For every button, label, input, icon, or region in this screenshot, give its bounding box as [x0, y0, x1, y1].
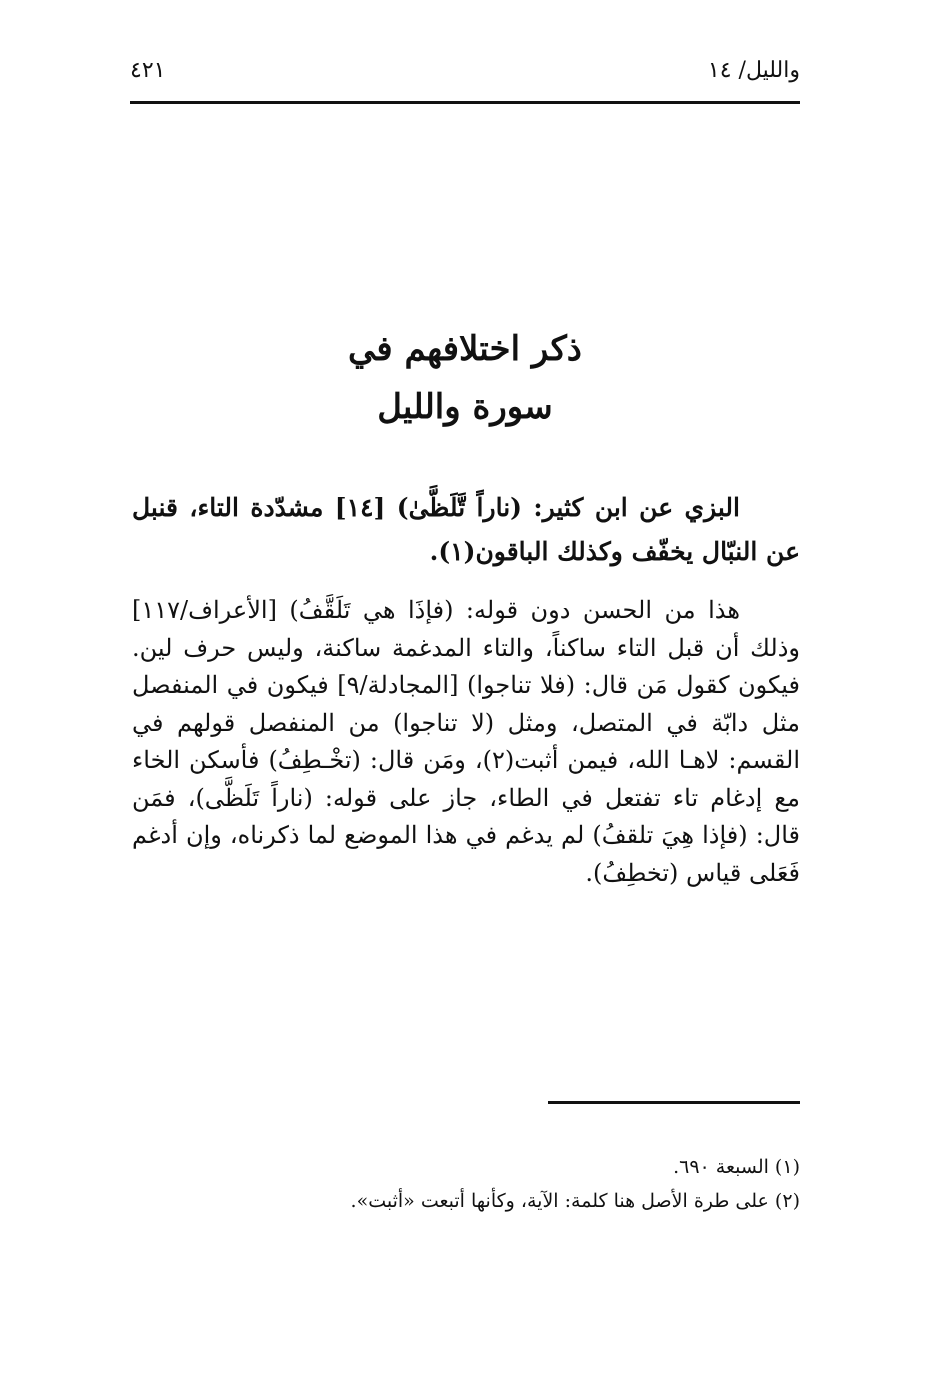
running-title: والليل/ ١٤ — [707, 58, 800, 83]
title-line-2: سورة والليل — [377, 387, 553, 427]
paragraph-1: البزي عن ابن كثير: (ناراً تَّلَظَّىٰ) [١٤] مشدّدة التاء، قنبل عن النبّال يخفّف وكذلك الباقون(١). — [132, 493, 800, 566]
paragraph-2: هذا من الحسن دون قوله: (فإذَا هي تَلَقَّفُ) [الأعراف/١١٧] وذلك أن قبل التاء ساكناً، والتاء المدغمة ساكنة، وليس حرف لين. فيكون كقول مَن قال: (فلا تناجوا) [المجادلة/٩] فيكون في المنفصل مثل دابّة في المتصل، ومثل (لا تناجوا) من المنفصل قولهم في القسم: لاهـا الله، فيمن أثبت(٢)، ومَن قال: (تخْـطِفُ) فأسكن الخاء مع إدغام تاء تفتعل في الطاء، جاز على قوله: (ناراً تَلَظَّى)، فمَن قال: (فإذا هِيَ تلقفُ) لم يدغم في هذا الموضع لما ذكرناه، وإن أدغم فَعَلى قياس (تخطِفُ). — [132, 596, 800, 887]
footnotes — [132, 1150, 800, 1218]
title-line-1: ذكر اختلافهم في — [348, 329, 582, 369]
footnote-1: (١) السبعة ٦٩٠. — [673, 1156, 800, 1178]
footnote-rule — [548, 1101, 800, 1104]
footnote-2: (٢) على طرة الأصل هنا كلمة: الآية، وكأنها أتبعت «أثبت». — [350, 1190, 800, 1212]
section-title — [130, 320, 800, 436]
header-rule — [130, 101, 800, 104]
page-header — [130, 52, 800, 100]
body-text — [132, 486, 800, 892]
page-number: ٤٢١ — [130, 58, 166, 83]
